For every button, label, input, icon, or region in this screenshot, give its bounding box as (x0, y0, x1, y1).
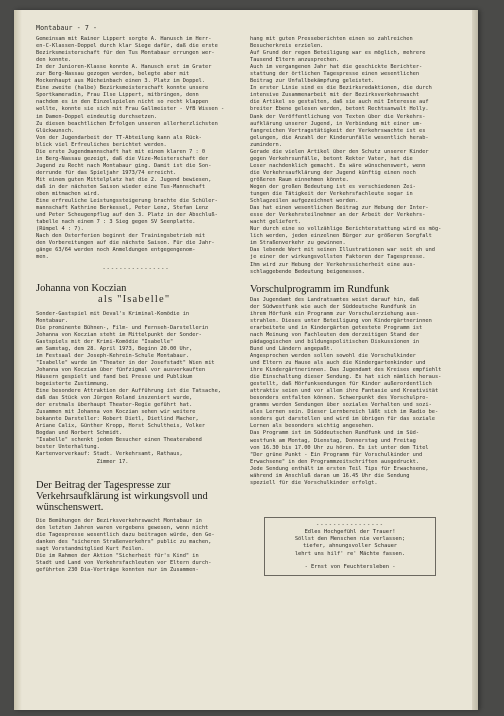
text-line: Sportkameradin, Frau Ilse Lippert, mitbringen, denn (36, 92, 199, 99)
text-line: größeren Raum einnehmen könnte. (250, 176, 349, 183)
text-line: der Südwestfunk wie auch der Süddeutsche Rundfunk in (250, 303, 416, 310)
text-line: Das Programm ist im Süddeutschen Rundfunk und im Süd- (250, 430, 420, 437)
text-line: Glückwunsch. (36, 127, 75, 134)
text-line: gelungen, die Anzahl der Kinderunfälle wesentlich herab- (250, 134, 429, 141)
page-edge (472, 10, 478, 710)
text-line: Nach den Osterferien beginnt der Trainingsbetrieb mit (36, 233, 206, 240)
text-line: Mit einem guten Mittelplatz hat die 2. Jugend bewiesen, (36, 176, 212, 183)
text-line: zumindern. (250, 141, 282, 148)
poem-text (271, 529, 429, 558)
text-line: Bogdan und Norbert Schmidt. (36, 430, 123, 437)
text-line: Auch im vergangenen Jahr hat die geschickte Berichter- (250, 64, 423, 71)
text-line: gestellt, daß Hörfunksendungen für Kinder außerordentlich (250, 381, 432, 388)
text-line: wollte, konnte sie sich mit Frau Gallmeister - VfB Wissen - (36, 106, 225, 113)
text-line: gramms werden Sendungen über soziales Verhalten und sozi- (250, 402, 432, 409)
text-line: Dank der Veröffentlichung von Texten über die Verkehrs- (250, 113, 426, 120)
text-line: Gerade die vielen Artikel über den Schutz unserer Kinder (250, 148, 429, 155)
tt-article-body (36, 36, 236, 262)
text-line: "Der grüne Punkt - Ein Programm für Vorschulkinder und (250, 451, 423, 458)
text-line: Wegen der großen Bedeutung ist es verschiedenen Zei- (250, 183, 416, 190)
text-line: Eine zweite (halbe) Bezirksmeisterschaft konnte unsere (36, 85, 209, 92)
right-column (250, 36, 450, 576)
text-line: je einer der wirkungsvollsten Faktoren der Tagespresse. (250, 254, 426, 261)
text-line: bester Unterhaltung. (36, 444, 100, 451)
text-line: Nur durch eine so vollzählige Berichterstattung wird es mög- (250, 226, 442, 233)
text-line: breiter Ebene gelesen werden, betont Rechtsanwalt Holly. (250, 106, 429, 113)
text-line: in Berg-Nassau gezeigt, daß die Vize-Meisterschaft der (36, 155, 209, 162)
text-line: Auf Grund der regen Beteiligung war es möglich, mehrere (250, 50, 426, 57)
text-line: Das Jugendamt des Landratsamtes weist darauf hin, daß (250, 296, 420, 303)
poem-signature: - Ernst von Feuchtersleben - (304, 563, 396, 570)
text-line: gänge 63/64 werden noch Anmeldungen entgegengenom- (36, 247, 196, 254)
text-line: aufklärung unserer Jugend, in Verbindung mit einer um- (250, 120, 423, 127)
text-line: Zimmer 17. (36, 458, 129, 465)
text-line: Angesprochen werden sollen sowohl die Vorschulkinder (250, 352, 416, 359)
poem-rule: ---------------- (316, 521, 384, 528)
text-line: "Isabelle" wurde im "Theater in der Josefstadt" Wien mit (36, 359, 215, 366)
press-article-body (36, 518, 236, 574)
text-line: Beitrag zur Unfallbekämpfung geleistet. (250, 78, 375, 85)
text-line: nachdem es in den Einzelspielen nicht so recht klappen (36, 99, 209, 106)
text-line: ales Lernen sein. Dieser Lernbereich läßt sich im Radio be- (250, 409, 439, 416)
text-line: tungen die Tätigkeit der Verkehrsfachleute sogar in (250, 191, 413, 198)
text-line: "Isabelle" schenkt jedem Besucher einen Theaterabend (36, 437, 202, 444)
text-line: die Einschaltung dieser Sendung. Es hat sich nämlich heraus- (250, 374, 442, 381)
text-line: die Verkehrsaufklärung der Jugend künftig einen noch (250, 169, 416, 176)
text-line: oben mitmachen wird. (36, 191, 100, 198)
text-line: von 16.30 bis 17.00 Uhr zu hören. Es ist unter dem Titel (250, 444, 429, 451)
text-line: geführten 230 Dia-Vorträge konnten nur im Zusammen- (36, 566, 199, 573)
text-line: Montabaur. (36, 317, 68, 324)
text-line: wacht geliefert. (250, 219, 302, 226)
text-line: die Tagespresse wesentlich dazu beitragen würde, den Ge- (36, 531, 215, 538)
text-line: nach Meinung von Fachleuten dem derzeitigen Stand der (250, 331, 420, 338)
text-line: Sonder-Gastspiel mit Deval's Kriminal-Komödie in (36, 310, 190, 317)
text-line: Schlagzeilen aufgezeichnet worden. (250, 198, 359, 205)
text-line: intensive Zusammenarbeit mit der Bezirksverkehrswacht (250, 92, 420, 99)
text-line: (Rümpel 4 : 7). (36, 226, 84, 233)
text-line: während im Anschluß daran um 16.45 Uhr die Sendung (250, 472, 410, 479)
text-line: und Peter Scheugenpflug auf den 3. Platz in der Abschluß- (36, 212, 218, 219)
text-line: Die im Rahmen der Aktion "Sicherheit für's Kind" in (36, 552, 199, 559)
radio-article-body (250, 297, 450, 487)
text-line: Stadt und Land von Verkehrsfachleuten vor Eltern durch- (36, 559, 212, 566)
text-line: speziell für die Vorschulkinder erfolgt. (250, 479, 378, 486)
page-header: Montabaur - 7 - (36, 24, 98, 32)
text-line: der erstmals überhaupt Theater-Regie geführt hat. (36, 402, 193, 409)
text-line: mannschaft Kathrine Berkessel, Peter Lenz, Stefan Lenz (36, 205, 209, 212)
text-line: die Artikel so gestalten, daß sie auch mit Interesse auf (250, 99, 429, 106)
text-line: danken des "sicheren Straßenverkehrs" public zu machen, (36, 538, 212, 545)
text-line: Bezirksmeisterschaft für den Tus Montabaur errungen wer- (36, 50, 215, 57)
text-line: Tausend Eltern anzusprechen. (250, 57, 340, 64)
text-line: en-C-Klassen-Doppel durch klar Siege dafür, daß die erste (36, 43, 218, 50)
text-line: im Damen-Doppel eindeutig durchsetzen. (36, 113, 158, 120)
left-column (36, 36, 236, 574)
text-line: Ihm wird zur Hebung der Verkehrssicherheit eine aus- (250, 261, 416, 268)
text-line: tiefer, ahnungsvoller Schauer (302, 543, 398, 550)
document-page (14, 10, 478, 710)
text-line: Johanna von Koczian über fünfzigmal vor ausverkauften (36, 366, 206, 373)
text-line: stattung der örtlichen Tagespresse einen wesentlichen (250, 71, 420, 78)
text-line: Besucherkreis erzielen. (250, 43, 324, 50)
text-line: Johanna von Koczian steht im Mittelpunkt der Sonder- (36, 331, 202, 338)
section-divider: ---------------- (102, 265, 170, 272)
radio-article-title: Vorschulprogramm im Rundfunk (250, 283, 390, 295)
koczian-article-title: Johanna von Koczian (36, 282, 127, 294)
page-binding (14, 10, 22, 710)
koczian-article-body (36, 311, 236, 466)
text-line: derrunde für das Spieljahr 1973/74 erreicht. (36, 169, 177, 176)
text-line: lich werden, jeden einzelnen Bürger zur größeren Sorgfalt (250, 233, 432, 240)
text-line: sonders gut darstellen und wird im übrigen für das soziale (250, 416, 435, 423)
text-line: strahlen. Dieses unter Beteiligung von Kindergärtnerinnen (250, 317, 432, 324)
text-line: westfunk am Montag, Dienstag, Donnerstag und Freitag (250, 437, 416, 444)
text-line: bekannte Darsteller: Robert Dietl, Dietlind Macher, (36, 416, 199, 423)
text-line: Die Bemühungen der Bezirksverkehrswacht Montabaur in (36, 517, 202, 524)
text-line: pädagogischen und bildungspolitischen Diskussionen in (250, 338, 420, 345)
text-line: den konnte. (36, 57, 72, 64)
text-line: den Vorbereitungen auf die nächste Saison. Für die Jahr- (36, 240, 215, 247)
text-line: Eine besondere Attraktion der Aufführung ist die Tatsache, (36, 388, 221, 395)
text-line: Edles Hochgefühl der Trauer! (304, 529, 396, 536)
text-line: ihre Kindergärtnerinnen. Das Jugendamt des Kreises empfiehlt (250, 367, 442, 374)
text-line: Das lebende Wort mit seinen Illustrationen war seit eh und (250, 247, 435, 254)
text-line: daß das Stück von Jürgen Roland inszeniert wurde, (36, 395, 193, 402)
text-line: zur Berg-Nassau gezogen werden, belegte aber mit (36, 71, 190, 78)
text-line: Jede Sendung enthält im ersten Teil Tips für Erwachsene, (250, 465, 429, 472)
text-line: Zu diesen beachtlichen Erfolgen unseren allerherzlichsten (36, 120, 218, 127)
text-line: gegen Verkehrsunfälle, betont Rektor Vater, hat die (250, 155, 413, 162)
text-line: am Samstag, dem 28. April 1973, Beginn 20.00 Uhr, (36, 345, 193, 352)
text-line: Die erste Jugendmannschaft hat mit einem klaren 7 : 0 (36, 148, 206, 155)
press-article-continued (250, 36, 450, 276)
text-line: esse der Verkehrsteilnehmer an der Arbeit der Verkehrs- (250, 212, 426, 219)
text-line: Gastspiels mit der Krimi-Komödie "Isabelle" (36, 338, 174, 345)
text-line: ihrem Hörfunk ein Programm zur Vorschulerziehung aus- (250, 310, 420, 317)
text-line: Leser nachdenklich gemacht. Es wäre wünschenswert, wenn (250, 162, 426, 169)
text-line: erarbeitete und in Kindergärten getestete Programm ist (250, 324, 423, 331)
text-line: Zusammen mit Johanna von Koczian sehen wir weitere (36, 409, 196, 416)
text-line: Erwachsene" in den Programmzeitschriften ausgedruckt. (250, 458, 420, 465)
text-line: Von der Jugendarbeit der TT-Abteilung kann als Rück- (36, 134, 202, 141)
text-line: und Eltern zu Hause als auch die Kindergartenkinder und (250, 360, 426, 367)
text-line: Gemeinsam mit Rainer Lippert sorgte A. Hanusch im Herr- (36, 36, 212, 42)
text-line: im Straßenverkehr zu gewinnen. (250, 240, 346, 247)
text-line: Das hat einen wesentlichen Beitrag zur Hebung der Inter- (250, 205, 429, 212)
press-article-title: Der Beitrag der Tagespresse zur Verkehrsaufklärung ist wirkungsvoll und wünschenswert. (36, 479, 208, 513)
text-line: Mockenhaupt aus Mücheinbach einen 3. Platz im Doppel. (36, 78, 206, 85)
text-line: Häusern gespielt und fand bei Presse und Publikum (36, 373, 193, 380)
text-line: Jugend zu Recht nach Montabaur ging. Damit ist die Son- (36, 162, 212, 169)
text-line: In der Junioren-Klasse konnte A. Hanusch erst im Grater (36, 64, 212, 71)
text-line: men. (36, 254, 49, 261)
text-line: Die prominente Bühnen-, Film- und Fernseh-Darstellerin (36, 324, 209, 331)
text-line: besonders entfalten können. Schwerpunkt des Vorschulpro- (250, 395, 429, 402)
text-line: Ariane Calix, Günther Kropp, Horst Schultheis, Volker (36, 423, 206, 430)
poem-box (264, 517, 436, 576)
text-line: tabelle nach einem 7 : 3 Sieg gegen SV Seenplatte. (36, 219, 196, 226)
text-line: attraktiv seien und vor allem ihre Fantasie und Kreativität (250, 388, 439, 395)
koczian-article-subtitle: als "Isabelle" (98, 293, 171, 305)
text-line: Eine erfreuliche Leistungssteigerung brachte die Schüler- (36, 198, 218, 205)
text-line: daß in der nächsten Saison wieder eine Tus-Mannschaft (36, 183, 206, 190)
text-line: begeisterte Zustimmung. (36, 381, 110, 388)
text-line: blick viel Erfreuliches berichtet werden. (36, 141, 167, 148)
text-line: Söllst den Menschen nie verlassen; (294, 536, 406, 543)
text-line: sagt Vorstandmitglied Kurt Feilen. (36, 545, 145, 552)
text-line: Lernen als besonders wichtig angesehen. (250, 423, 375, 430)
text-line: Bund und Ländern angepaßt. (250, 345, 333, 352)
text-line: schlaggebende Bedeutung beigemessen. (250, 268, 365, 275)
text-line: hang mit guten Presseberichten einen so zahlreichen (250, 36, 413, 42)
text-line: fangreichen Vortragstätigkeit der Verkehrswachte ist es (250, 127, 426, 134)
text-line: In erster Linie sind es die Bezirksredaktionen, die durch (250, 85, 432, 92)
text-line: lehrt uns hilf' re' Mächte fassen. (294, 550, 406, 557)
text-line: im Festsaal der Joseph-Kehrein-Schule Montabaur. (36, 352, 190, 359)
text-line: Kartenvorverkauf: Stadt. Verkehrsamt, Rathaus, (36, 451, 183, 458)
text-line: den letzten Jahren waren vergebens gewesen, wenn nicht (36, 524, 209, 531)
